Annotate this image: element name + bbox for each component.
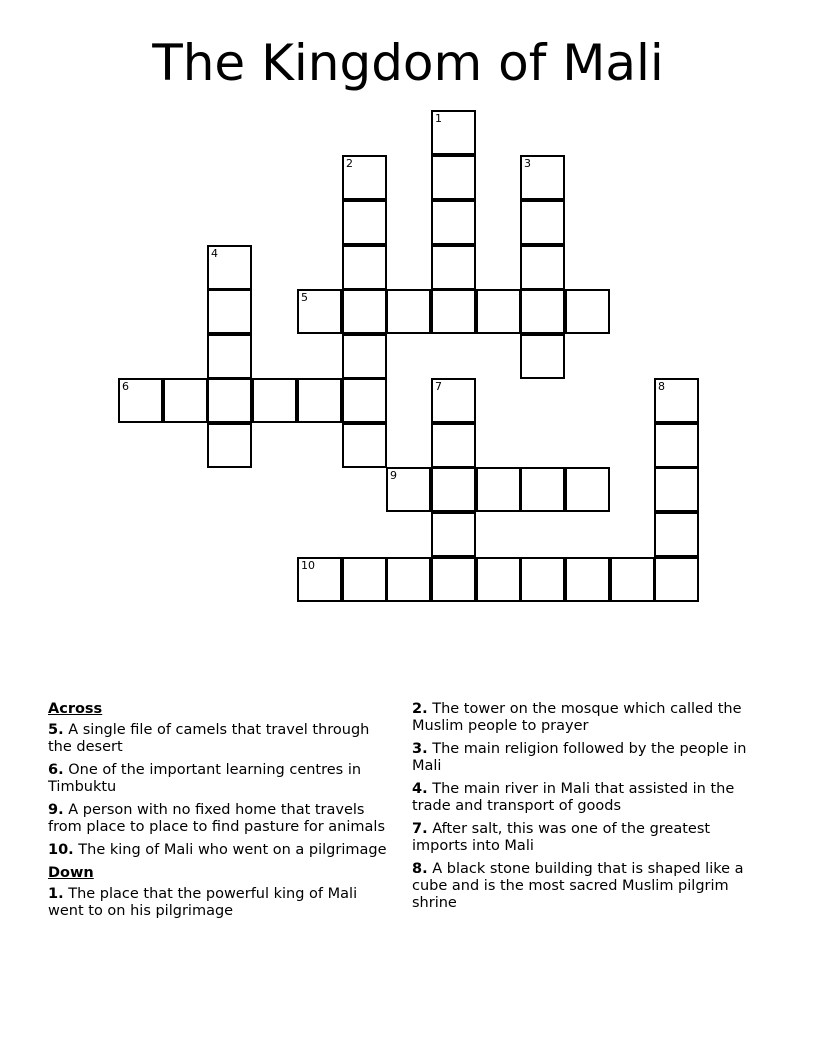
grid-cell[interactable] bbox=[431, 289, 476, 334]
clue-text: The place that the powerful king of Mali went to on his pilgrimage bbox=[48, 886, 358, 919]
grid-cell[interactable] bbox=[431, 467, 476, 512]
clue-text: A single file of camels that travel through the desert bbox=[48, 722, 370, 755]
grid-cell[interactable] bbox=[386, 289, 431, 334]
grid-cell[interactable] bbox=[520, 334, 565, 379]
grid-cell[interactable] bbox=[342, 334, 387, 379]
grid-cell[interactable] bbox=[431, 557, 476, 602]
clue-across-5 bbox=[48, 722, 393, 756]
clue-down-7 bbox=[412, 821, 752, 855]
grid-cell[interactable] bbox=[431, 245, 476, 290]
clue-text: One of the important learning centres in Timbuktu bbox=[48, 762, 362, 795]
clue-number: 10. bbox=[48, 842, 74, 858]
grid-cell[interactable] bbox=[342, 557, 387, 602]
cell-number: 6 bbox=[122, 380, 129, 393]
grid-cell[interactable] bbox=[297, 378, 342, 423]
clue-number: 4. bbox=[412, 781, 428, 797]
clues-right-column bbox=[412, 701, 752, 918]
grid-cell[interactable] bbox=[431, 423, 476, 468]
grid-cell[interactable] bbox=[565, 289, 610, 334]
clue-number: 1. bbox=[48, 886, 64, 902]
clue-down-1 bbox=[48, 886, 393, 920]
clue-text: The king of Mali who went on a pilgrimage bbox=[73, 842, 387, 858]
grid-cell[interactable] bbox=[476, 289, 521, 334]
grid-cell[interactable] bbox=[207, 289, 252, 334]
clue-down-3 bbox=[412, 741, 752, 775]
grid-cell[interactable] bbox=[654, 423, 699, 468]
grid-cell[interactable] bbox=[207, 245, 252, 290]
grid-cell[interactable] bbox=[386, 557, 431, 602]
grid-cell[interactable] bbox=[654, 467, 699, 512]
across-heading: Across bbox=[48, 701, 103, 717]
grid-cell[interactable] bbox=[252, 378, 297, 423]
grid-cell[interactable] bbox=[118, 378, 163, 423]
clue-text: The main religion followed by the people in Mali bbox=[412, 741, 747, 774]
grid-cell[interactable] bbox=[520, 155, 565, 200]
grid-cell[interactable] bbox=[520, 557, 565, 602]
clue-number: 9. bbox=[48, 802, 64, 818]
clue-text: The tower on the mosque which called the Muslim people to prayer bbox=[412, 701, 742, 734]
grid-cell[interactable] bbox=[654, 512, 699, 557]
grid-cell[interactable] bbox=[520, 200, 565, 245]
clues-left-column bbox=[48, 701, 393, 926]
cell-number: 7 bbox=[435, 380, 442, 393]
cell-number: 8 bbox=[658, 380, 665, 393]
clue-text: A black stone building that is shaped like a cube and is the most sacred Muslim pilgrim shrine bbox=[412, 861, 744, 911]
grid-cell[interactable] bbox=[342, 200, 387, 245]
cell-number: 2 bbox=[346, 157, 353, 170]
grid-cell[interactable] bbox=[654, 378, 699, 423]
grid-cell[interactable] bbox=[520, 245, 565, 290]
grid-cell[interactable] bbox=[163, 378, 208, 423]
grid-cell[interactable] bbox=[431, 512, 476, 557]
cell-number: 9 bbox=[390, 469, 397, 482]
grid-cell[interactable] bbox=[342, 378, 387, 423]
clue-number: 6. bbox=[48, 762, 64, 778]
clue-number: 5. bbox=[48, 722, 64, 738]
grid-cell[interactable] bbox=[386, 467, 431, 512]
grid-cell[interactable] bbox=[207, 378, 252, 423]
grid-cell[interactable] bbox=[431, 378, 476, 423]
grid-cell[interactable] bbox=[297, 557, 342, 602]
cell-number: 1 bbox=[435, 112, 442, 125]
grid-cell[interactable] bbox=[342, 423, 387, 468]
grid-cell[interactable] bbox=[520, 467, 565, 512]
cell-number: 10 bbox=[301, 559, 315, 572]
grid-cell[interactable] bbox=[565, 467, 610, 512]
clue-across-6 bbox=[48, 762, 393, 796]
clue-number: 2. bbox=[412, 701, 428, 717]
grid-cell[interactable] bbox=[565, 557, 610, 602]
grid-cell[interactable] bbox=[610, 557, 655, 602]
clue-down-8 bbox=[412, 861, 752, 912]
grid-cell[interactable] bbox=[654, 557, 699, 602]
grid-cell[interactable] bbox=[520, 289, 565, 334]
cell-number: 3 bbox=[524, 157, 531, 170]
grid-cell[interactable] bbox=[476, 557, 521, 602]
page-title: The Kingdom of Mali bbox=[152, 34, 664, 92]
grid-cell[interactable] bbox=[342, 245, 387, 290]
clue-text: The main river in Mali that assisted in the trade and transport of goods bbox=[412, 781, 735, 814]
grid-cell[interactable] bbox=[431, 110, 476, 155]
grid-cell[interactable] bbox=[342, 289, 387, 334]
clue-across-9 bbox=[48, 802, 393, 836]
clue-down-2 bbox=[412, 701, 752, 735]
grid-cell[interactable] bbox=[476, 467, 521, 512]
clue-text: A person with no fixed home that travels from place to place to find pasture for animals bbox=[48, 802, 385, 835]
clue-text: After salt, this was one of the greatest imports into Mali bbox=[412, 821, 711, 854]
down-heading: Down bbox=[48, 865, 94, 881]
clue-number: 8. bbox=[412, 861, 428, 877]
cell-number: 4 bbox=[211, 247, 218, 260]
grid-cell[interactable] bbox=[207, 334, 252, 379]
grid-cell[interactable] bbox=[342, 155, 387, 200]
grid-cell[interactable] bbox=[431, 200, 476, 245]
clue-number: 3. bbox=[412, 741, 428, 757]
grid-cell[interactable] bbox=[207, 423, 252, 468]
grid-cell[interactable] bbox=[297, 289, 342, 334]
clue-number: 7. bbox=[412, 821, 428, 837]
cell-number: 5 bbox=[301, 291, 308, 304]
clue-down-4 bbox=[412, 781, 752, 815]
clue-across-10 bbox=[48, 842, 393, 859]
grid-cell[interactable] bbox=[431, 155, 476, 200]
